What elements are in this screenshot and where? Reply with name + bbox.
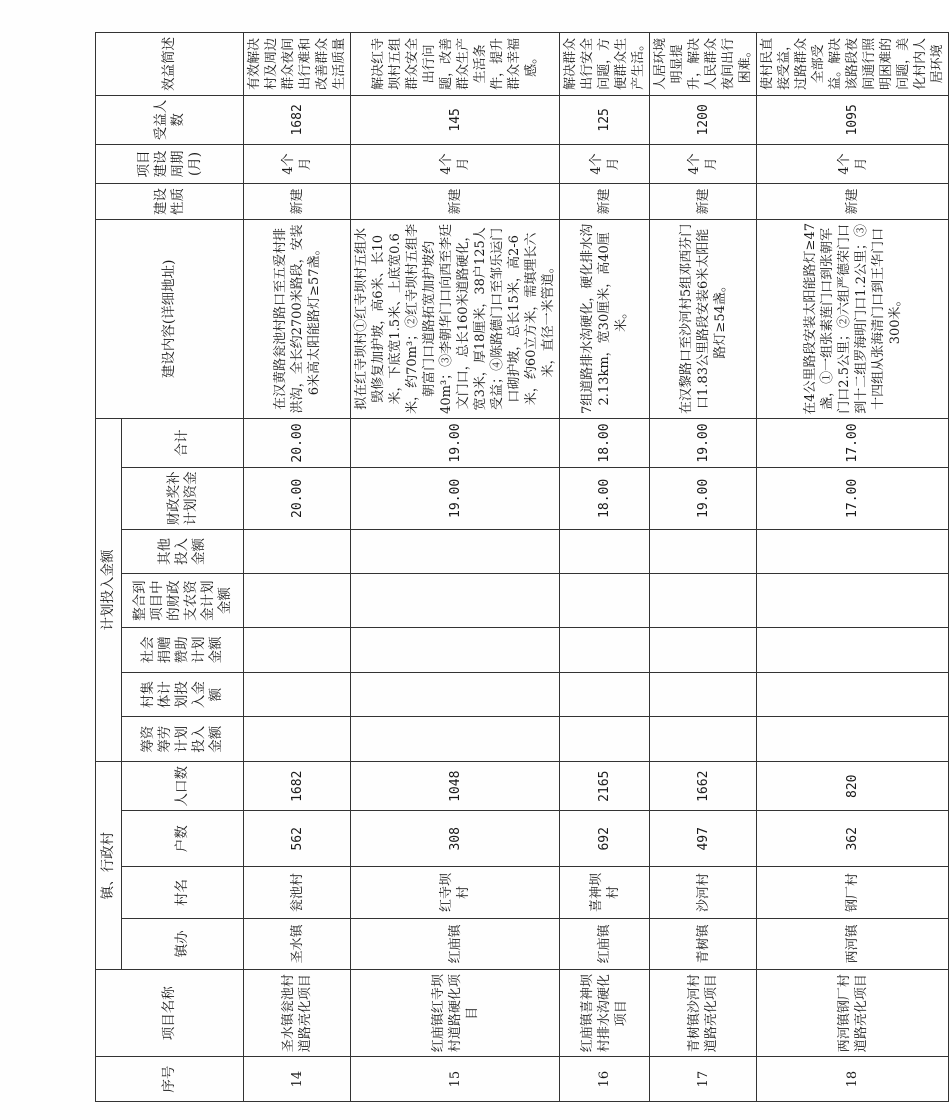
project-table <box>95 32 949 1102</box>
cell-households: 692 <box>560 811 650 867</box>
cell-beneficiaries: 1200 <box>650 95 757 144</box>
cell-self-raised <box>560 717 650 762</box>
cell-town: 红庙镇 <box>351 918 560 969</box>
cell-period: 4个月 <box>351 144 560 183</box>
cell-seq: 18 <box>757 1057 949 1102</box>
cell-total: 17.00 <box>757 418 949 467</box>
table-row <box>244 33 351 1102</box>
cell-benefit: 使村民直接受益，过路群众全部受益。解决该路段夜间通行照明困难的问题，美化村内人居环境 <box>757 33 949 96</box>
cell-town: 红庙镇 <box>560 918 650 969</box>
cell-content: 在4公里路段安装太阳能路灯≥47盏，①一组张素莲门口到张朝军门口2.5公里；②六组严德荣门口到十二组罗海明门口1.2公里；③十四组从张海清门口到王华门口300米。 <box>757 219 949 418</box>
header-seq: 序号 <box>96 1057 244 1102</box>
cell-town: 青树镇 <box>650 918 757 969</box>
cell-other-funds <box>757 529 949 574</box>
cell-seq: 15 <box>351 1057 560 1102</box>
header-village: 村名 <box>122 867 244 918</box>
cell-village-collective <box>244 672 351 717</box>
header-fiscal-award: 财政奖补计划资金 <box>122 468 244 529</box>
cell-fiscal-award: 19.00 <box>351 468 560 529</box>
header-social-donation: 社会捐赠赞助计划金额 <box>122 627 244 672</box>
cell-other-funds <box>244 529 351 574</box>
cell-period: 4个月 <box>757 144 949 183</box>
cell-social-donation <box>560 627 650 672</box>
header-nature: 建设性质 <box>96 184 244 220</box>
cell-content: 在汉黎路口至沙河村5组邓西芬门口1.83公里路段安装6米太阳能路灯≥54盏。 <box>650 219 757 418</box>
cell-integrated-funds <box>351 574 560 628</box>
table-row <box>757 33 949 1102</box>
cell-period: 4个月 <box>560 144 650 183</box>
cell-nature: 新建 <box>560 184 650 220</box>
cell-village: 喜神坝村 <box>560 867 650 918</box>
cell-population: 1048 <box>351 762 560 811</box>
cell-village: 沙河村 <box>650 867 757 918</box>
cell-seq: 17 <box>650 1057 757 1102</box>
cell-other-funds <box>650 529 757 574</box>
cell-village: 钢厂村 <box>757 867 949 918</box>
cell-benefit: 有效解决村及周边群众夜间出行难和改善群众生活质量 <box>244 33 351 96</box>
cell-seq: 16 <box>560 1057 650 1102</box>
cell-households: 308 <box>351 811 560 867</box>
header-integrated-funds: 整合到项目中的财政支农资金计划金额 <box>122 574 244 628</box>
cell-benefit: 解决群众出行安全问题，方便群众生产生活。 <box>560 33 650 96</box>
cell-beneficiaries: 1095 <box>757 95 949 144</box>
cell-village: 瓮池村 <box>244 867 351 918</box>
cell-integrated-funds <box>560 574 650 628</box>
cell-total: 18.00 <box>560 418 650 467</box>
cell-beneficiaries: 1682 <box>244 95 351 144</box>
cell-other-funds <box>351 529 560 574</box>
header-project-name: 项目名称 <box>96 970 244 1057</box>
cell-households: 497 <box>650 811 757 867</box>
cell-fiscal-award: 20.00 <box>244 468 351 529</box>
cell-content: 7组道路排水沟硬化，硬化排水沟2.13km，宽30厘米，高40厘米。 <box>560 219 650 418</box>
cell-benefit: 解决红寺坝村五组群众安全出行问题，改善群众生产生活条件，提升群众幸福感。 <box>351 33 560 96</box>
cell-households: 562 <box>244 811 351 867</box>
cell-social-donation <box>244 627 351 672</box>
header-village-collective: 村集体计划投入金额 <box>122 672 244 717</box>
cell-integrated-funds <box>650 574 757 628</box>
cell-self-raised <box>757 717 949 762</box>
cell-fiscal-award: 17.00 <box>757 468 949 529</box>
header-beneficiaries: 受益人数 <box>96 95 244 144</box>
cell-fiscal-award: 18.00 <box>560 468 650 529</box>
cell-other-funds <box>560 529 650 574</box>
header-self-raised: 筹资筹劳计划投入金额 <box>122 717 244 762</box>
table-row <box>351 33 560 1102</box>
cell-nature: 新建 <box>351 184 560 220</box>
table-row <box>560 33 650 1102</box>
cell-period: 4个月 <box>650 144 757 183</box>
cell-social-donation <box>757 627 949 672</box>
cell-town: 圣水镇 <box>244 918 351 969</box>
cell-households: 362 <box>757 811 949 867</box>
header-households: 户数 <box>122 811 244 867</box>
cell-integrated-funds <box>757 574 949 628</box>
cell-self-raised <box>351 717 560 762</box>
cell-nature: 新建 <box>244 184 351 220</box>
cell-integrated-funds <box>244 574 351 628</box>
header-town-village-group: 镇、行政村 <box>96 762 122 970</box>
cell-project-name: 青树镇沙河村道路亮化项目 <box>650 970 757 1057</box>
cell-self-raised <box>650 717 757 762</box>
cell-content: 在汉黄路瓮池村路口至五爱村排洪沟，全长约2700米路段，安装6米高太阳能路灯≥57盏。 <box>244 219 351 418</box>
header-town: 镇办 <box>122 918 244 969</box>
cell-population: 1682 <box>244 762 351 811</box>
cell-seq: 14 <box>244 1057 351 1102</box>
cell-beneficiaries: 125 <box>560 95 650 144</box>
cell-total: 19.00 <box>650 418 757 467</box>
cell-beneficiaries: 145 <box>351 95 560 144</box>
header-population: 人口数 <box>122 762 244 811</box>
cell-project-name: 红庙镇喜神坝村排水沟硬化项目 <box>560 970 650 1057</box>
header-other-funds: 其他投入金额 <box>122 529 244 574</box>
header-benefit: 效益简述 <box>96 33 244 96</box>
rotated-table-container <box>95 32 945 1102</box>
cell-nature: 新建 <box>650 184 757 220</box>
cell-period: 4个月 <box>244 144 351 183</box>
cell-population: 1662 <box>650 762 757 811</box>
cell-total: 19.00 <box>351 418 560 467</box>
cell-project-name: 两河镇钢厂村道路亮化项目 <box>757 970 949 1057</box>
cell-population: 820 <box>757 762 949 811</box>
cell-content: 拟在红寺坝村①红寺坝村五组水毁修复加护坡，高6米、长10米，下底宽1.5米、上底宽0.6米，约70m³；②红寺坝村五组李朝富门口道路拓宽加护坡约40m³；③李朝华门口向西至李廷文门口，总长160米道路硬化，宽3米，厚18厘米，38户125人受益；④陈路德门口至邹乐运门口砌护坡，总长15米，高2-6米，约60立方米，需填埋长六米，直径一米管道。 <box>351 219 560 418</box>
cell-social-donation <box>351 627 560 672</box>
header-total: 合计 <box>122 418 244 467</box>
cell-village-collective <box>650 672 757 717</box>
cell-social-donation <box>650 627 757 672</box>
cell-town: 两河镇 <box>757 918 949 969</box>
cell-self-raised <box>244 717 351 762</box>
cell-village: 红寺坝村 <box>351 867 560 918</box>
cell-total: 20.00 <box>244 418 351 467</box>
cell-nature: 新建 <box>757 184 949 220</box>
cell-village-collective <box>757 672 949 717</box>
table-row <box>650 33 757 1102</box>
cell-project-name: 红庙镇红寺坝村道路硬化项目 <box>351 970 560 1057</box>
cell-benefit: 人居环境明显提升，解决人民群众夜间出行困难。 <box>650 33 757 96</box>
header-plan-invest-group: 计划投入金额 <box>96 418 122 761</box>
cell-village-collective <box>560 672 650 717</box>
cell-project-name: 圣水镇瓮池村道路亮化项目 <box>244 970 351 1057</box>
header-content: 建设内容(详细地址) <box>96 219 244 418</box>
cell-village-collective <box>351 672 560 717</box>
header-period: 项目建设周期(月) <box>96 144 244 183</box>
cell-population: 2165 <box>560 762 650 811</box>
cell-fiscal-award: 19.00 <box>650 468 757 529</box>
